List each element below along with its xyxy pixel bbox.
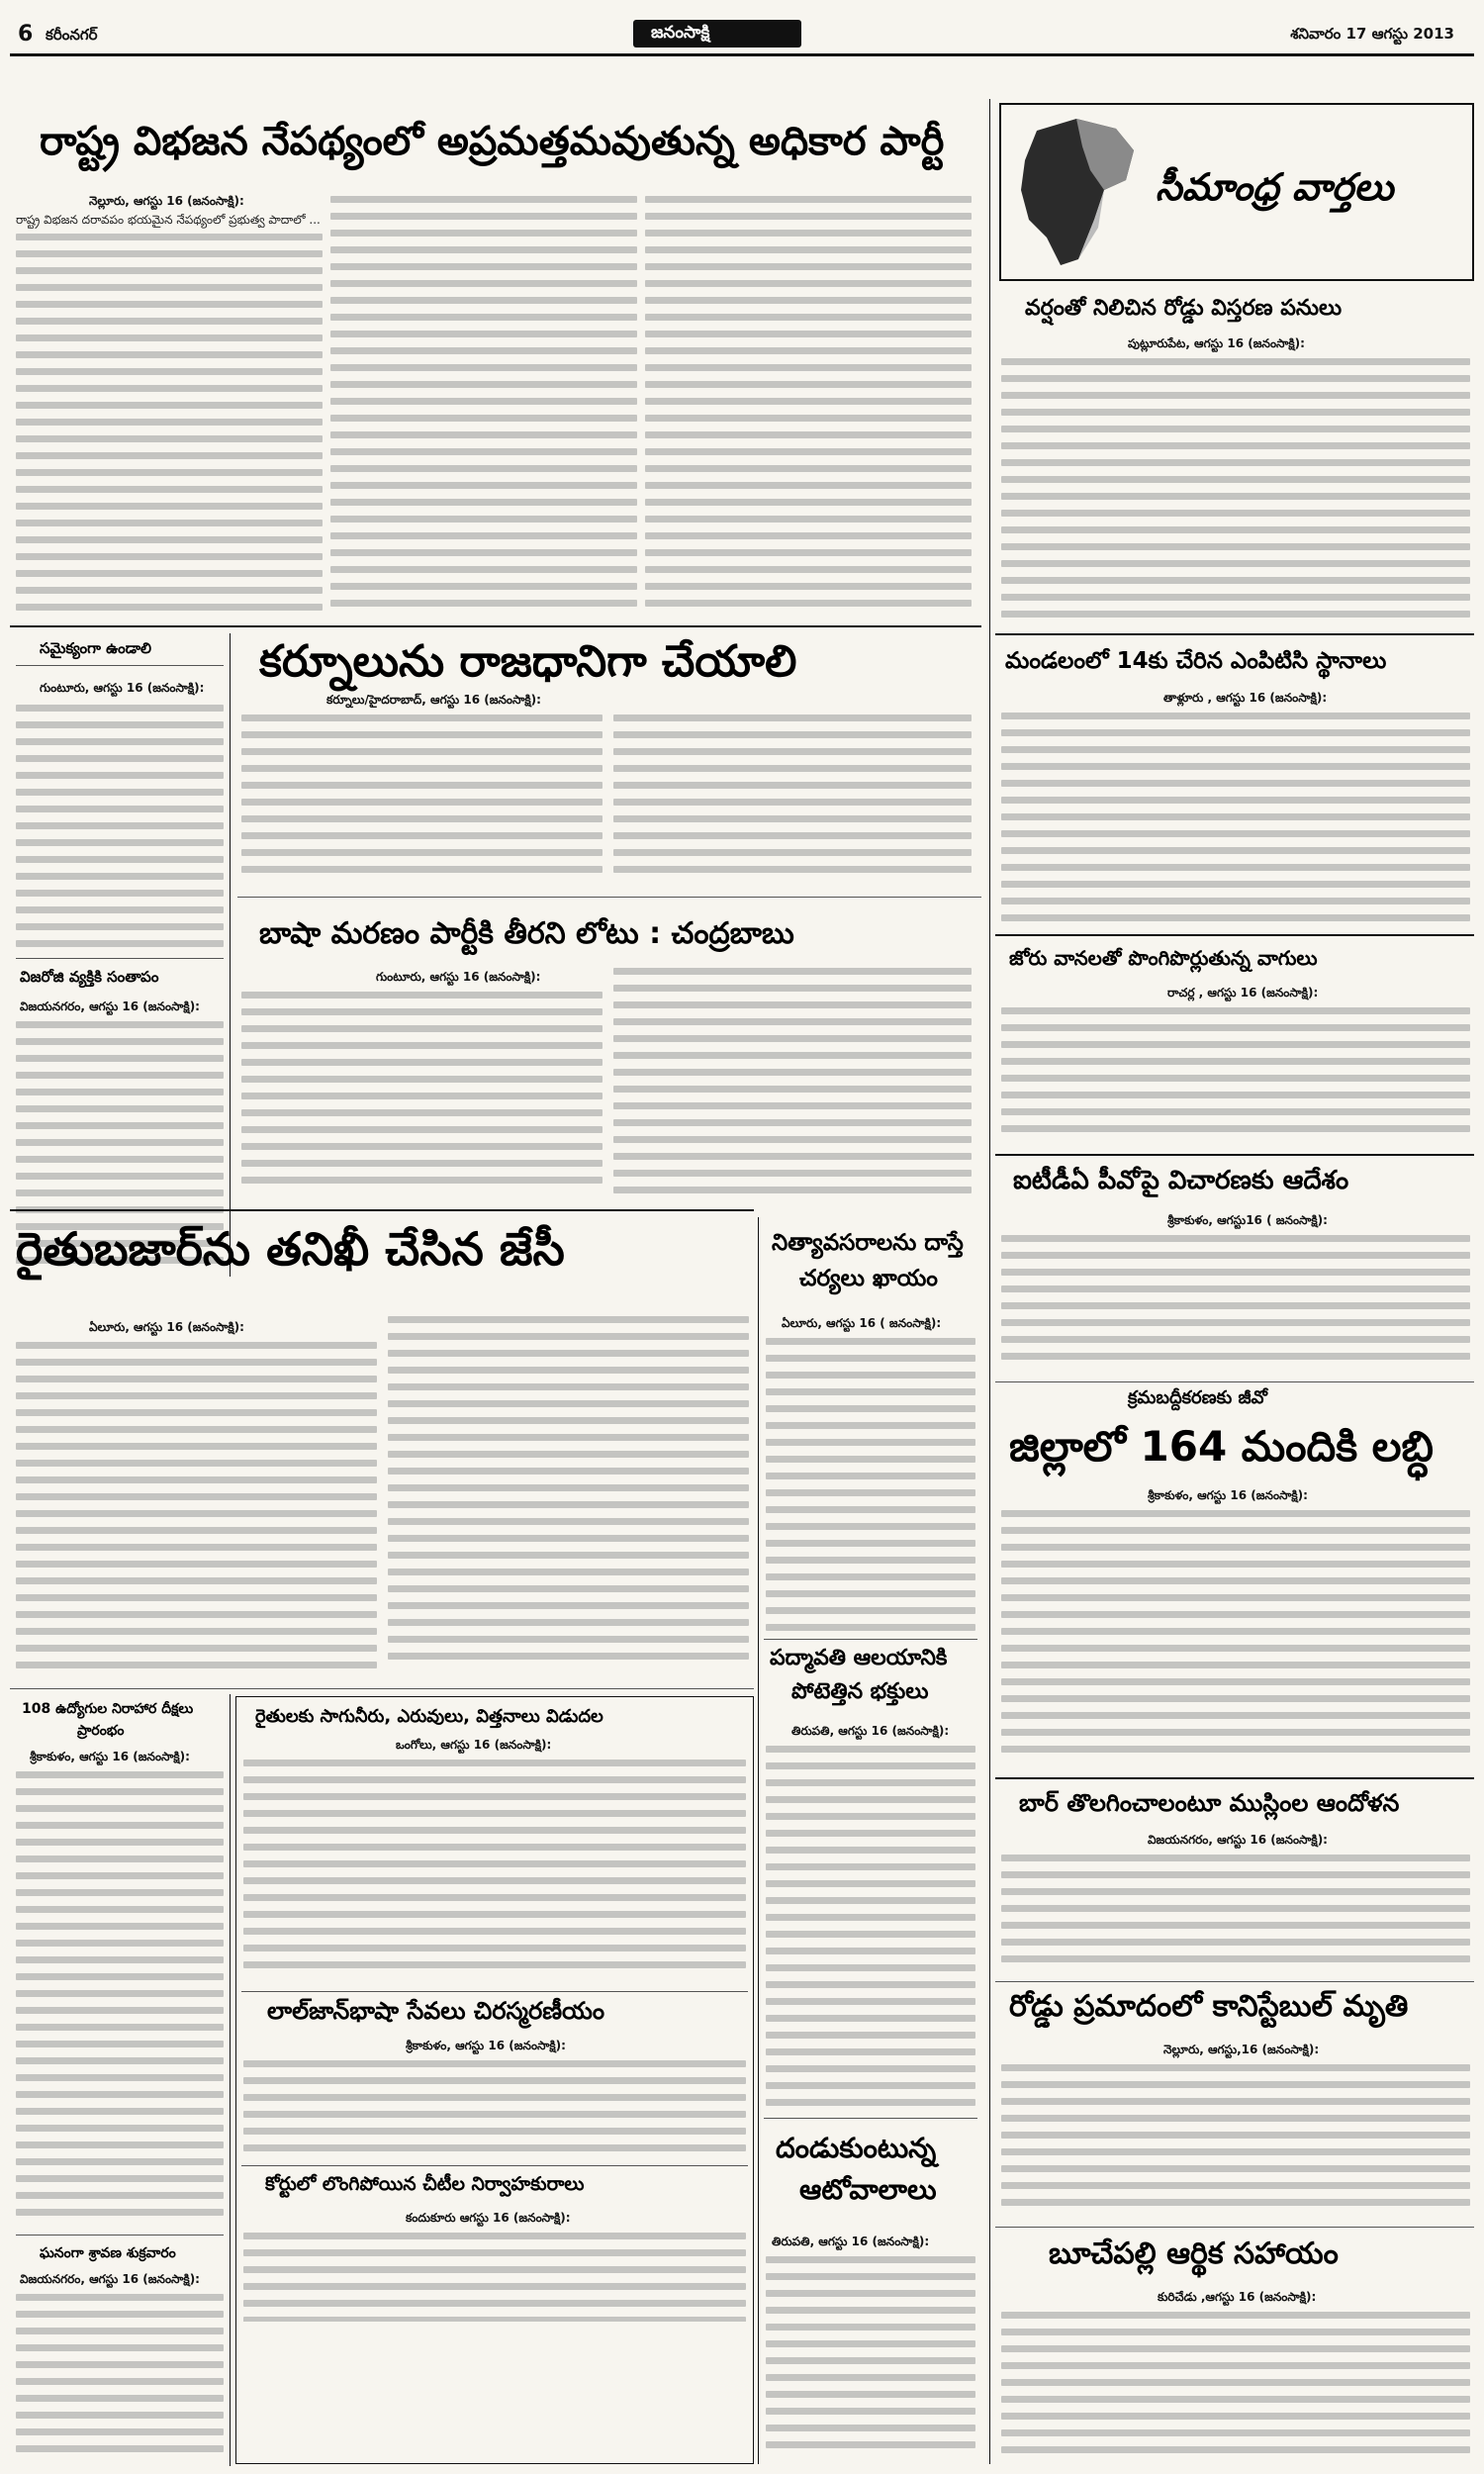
top-story-lead: రాష్ట్ర విభజన దరావపం భయమైన నేపథ్యంలో ప్రభుత్వ పాదాలో ... (16, 213, 321, 227)
padmavati-headline-line1: పద్మావతి ఆలయానికి (770, 1646, 948, 1670)
water-release-dateline: ఒంగోలు, ఆగస్టు 16 (జనంసాక్షి): (396, 1738, 552, 1752)
essentials-dateline: ఏలూరు, ఆగస్టు 16 ( జనంసాక్షి): (782, 1316, 942, 1330)
sravana-dateline: విజయనగరం, ఆగస్టు 16 (జనంసాక్షి): (20, 2272, 200, 2286)
kurnool-body-col2 (613, 714, 972, 888)
constable-dateline: నెల్లూరు, ఆగస్టు,16 (జనంసాక్షి): (1163, 2043, 1320, 2056)
hunger-strike-body (16, 1771, 224, 2229)
water-release-body (243, 1760, 746, 1985)
mptc-end-rule (995, 934, 1474, 936)
itdp-end-rule (995, 1381, 1474, 1382)
rythu-bazaar-body-col2 (388, 1316, 749, 1678)
autos-body (766, 2256, 975, 2454)
road-works-end-rule (995, 633, 1474, 635)
padmavati-dateline: తిరుపతి, ఆగస్టు 16 (జనంసాక్షి): (791, 1724, 950, 1738)
top-story-headline: రాష్ట్ర విభజన నేపథ్యంలో అప్రమత్తమవుతున్న అధికార పార్టీ (40, 119, 945, 164)
issue-date: శనివారం 17 ఆగస్టు 2013 (1290, 25, 1454, 43)
basha-headline: బాషా మరణం పార్టీకి తీరని లోటు : చంద్రబాబు (259, 916, 794, 951)
padmavati-end-rule (764, 2118, 977, 2119)
essentials-body (766, 1338, 975, 1633)
kurnool-end-rule (237, 897, 981, 898)
chit-fund-headline: కోర్టులో లొంగిపోయిన చీటీల నిర్వాహకురాలు (265, 2173, 585, 2195)
regularisation-body (1001, 1510, 1470, 1769)
aid-dateline: కురిచేడు ,ఆగస్టు 16 (జనంసాక్షి): (1158, 2290, 1317, 2304)
edition-label: కరీంనగర్ (46, 26, 98, 44)
road-works-headline: వర్షంతో నిలిచిన రోడ్డు విస్తరణ పనులు (1025, 296, 1343, 321)
streams-body (1001, 1007, 1470, 1146)
regularisation-dateline: శ్రీకాకుళం, ఆగస్టు 16 (జనంసాక్షి): (1148, 1488, 1308, 1502)
right-col-divider (989, 99, 990, 2464)
mptc-dateline: తాళ్లూరు , ఆగస్టు 16 (జనంసాక్షి): (1163, 691, 1328, 705)
paper-name: జనంసాక్షి (651, 23, 710, 43)
mptc-headline: మండలంలో 14కు చేరిన ఎంపిటిసి స్థానాలు (1005, 648, 1387, 674)
bar-protest-body (1001, 1855, 1470, 1975)
essentials-headline-line1: నిత్యావసరాలను దాస్తే (772, 1230, 964, 1256)
condolence-dateline: విజయనగరం, ఆగస్టు 16 (జనంసాక్షి): (20, 999, 200, 1013)
water-release-headline: రైతులకు సాగునీరు, ఎరువులు, విత్తనాలు విడుదల (255, 1706, 603, 1727)
aid-body (1001, 2312, 1470, 2460)
kurnool-headline: కర్నూలును రాజధానిగా చేయాలి (259, 636, 797, 687)
padmavati-body (766, 1746, 975, 2114)
bar-protest-dateline: విజయనగరం, ఆగస్టు 16 (జనంసాక్షి): (1148, 1833, 1328, 1847)
unity-headline: సమైక్యంగా ఉండాలి (40, 639, 152, 657)
rythu-bazaar-end-rule (10, 1688, 754, 1689)
unity-dateline: గుంటూరు, ఆగస్టు 16 (జనంసాక్షి): (40, 681, 205, 695)
regularisation-kicker: క్రమబద్దీకరణకు జీవో (1128, 1387, 1267, 1408)
constable-headline: రోడ్డు ప్రమాదంలో కానిస్టేబుల్ మృతి (1009, 1989, 1409, 2024)
itdp-dateline: శ్రీకాకుళం, ఆగస్టు16 ( జనంసాక్షి): (1167, 1213, 1328, 1227)
autos-headline-line1: దండుకుంటున్న (776, 2132, 937, 2164)
top-story-body-col2 (330, 196, 637, 619)
streams-headline: జోరు వానలతో పొంగిపొర్లుతున్న వాగులు (1009, 946, 1318, 970)
top-story-dateline: నెల్లూరు, ఆగస్టు 16 (జనంసాక్షి): (89, 194, 244, 208)
basha-body-col2 (613, 968, 972, 1201)
rythu-bazaar-dateline: ఏలూరు, ఆగస్టు 16 (జనంసాక్షి): (89, 1320, 244, 1334)
rythu-bazaar-headline: రైతుబజార్‌ను తనిఖీ చేసిన జేసీ (16, 1222, 565, 1276)
lal-jan-headline: లాల్‌జాన్‌భాషా సేవలు చిరస్మరణీయం (267, 1997, 605, 2025)
regularisation-headline: జిల్లాలో 164 మందికి లబ్ధి (1009, 1422, 1434, 1471)
map-icon (1007, 111, 1146, 273)
basha-dateline: గుంటూరు, ఆగస్టు 16 (జనంసాక్షి): (376, 970, 541, 984)
constable-body (1001, 2064, 1470, 2219)
essentials-headline-line2: చర్యలు ఖాయం (799, 1266, 938, 1291)
basha-body-col1 (241, 992, 603, 1201)
condolence-headline: విజరోజి వ్యక్తికి సంతాపం (20, 968, 159, 986)
hunger-strike-dateline: శ్రీకాకుళం, ఆగస్టు 16 (జనంసాక్షి): (30, 1750, 190, 1763)
kurnool-dateline: కర్నూలు/హైదరాబాద్, ఆగస్టు 16 (జనంసాక్షి): (326, 693, 541, 707)
top-story-body-col1 (16, 234, 323, 619)
lal-jan-end-rule (241, 2165, 748, 2166)
itdp-body (1001, 1235, 1470, 1374)
road-works-body (1001, 358, 1470, 625)
chit-fund-dateline: కందుకూరు ఆగస్టు 16 (జనంసాక్షి): (406, 2211, 571, 2225)
rythu-bazaar-body-col1 (16, 1342, 377, 1678)
hunger-strike-end-rule (16, 2235, 224, 2236)
lal-jan-body (243, 2060, 746, 2161)
chit-fund-body (243, 2233, 746, 2322)
lower-left-divider (230, 1694, 231, 2466)
basha-end-rule (10, 1209, 754, 1211)
hunger-strike-headline-line2: ప్రారంభం (77, 1723, 125, 1739)
mptc-body (1001, 713, 1470, 928)
essentials-end-rule (764, 1639, 977, 1640)
regularisation-end-rule (995, 1777, 1474, 1779)
bar-protest-headline: బార్ తొలగించాలంటూ ముస్లింల ఆందోళన (1019, 1789, 1400, 1817)
left-col-divider (230, 633, 231, 1277)
page-number: 6 (18, 22, 34, 47)
road-works-dateline: పుట్లూరుపేట, ఆగస్టు 16 (జనంసాక్షి): (1128, 336, 1305, 350)
kurnool-body-col1 (241, 714, 603, 888)
autos-headline-line2: ఆటోవాలాలు (799, 2173, 937, 2206)
streams-dateline: రాచర్ల , ఆగస్టు 16 (జనంసాక్షి): (1167, 986, 1319, 999)
sravana-body (16, 2294, 224, 2462)
constable-end-rule (995, 2227, 1474, 2228)
water-release-end-rule (241, 1991, 748, 1992)
top-story-rule (10, 625, 981, 627)
masthead-rule (10, 53, 1474, 56)
bar-protest-end-rule (995, 1981, 1474, 1982)
itdp-headline: ఐటీడీఏ పీవోపై విచారణకు ఆదేశం (1013, 1166, 1349, 1195)
lal-jan-dateline: శ్రీకాకుళం, ఆగస్టు 16 (జనంసాక్షి): (406, 2039, 566, 2052)
unity-end-rule (16, 958, 224, 959)
unity-body (16, 705, 224, 952)
sravana-headline: ఘనంగా శ్రావణ శుక్రవారం (40, 2245, 176, 2261)
autos-dateline: తిరుపతి, ఆగస్టు 16 (జనంసాక్షి): (772, 2235, 930, 2248)
essentials-divider (758, 1217, 759, 2464)
banner-title: సీమాంధ్ర వార్తలు (1156, 165, 1394, 209)
padmavati-headline-line2: పోటెత్తిన భక్తులు (791, 1679, 929, 1704)
streams-end-rule (995, 1154, 1474, 1156)
aid-headline: బూచేపల్లి ఆర్థిక సహాయం (1049, 2236, 1339, 2271)
unity-underline (16, 665, 224, 666)
hunger-strike-headline-line1: 108 ఉద్యోగుల నిరాహార దీక్షలు (22, 1701, 194, 1717)
top-story-body-col3 (645, 196, 972, 619)
